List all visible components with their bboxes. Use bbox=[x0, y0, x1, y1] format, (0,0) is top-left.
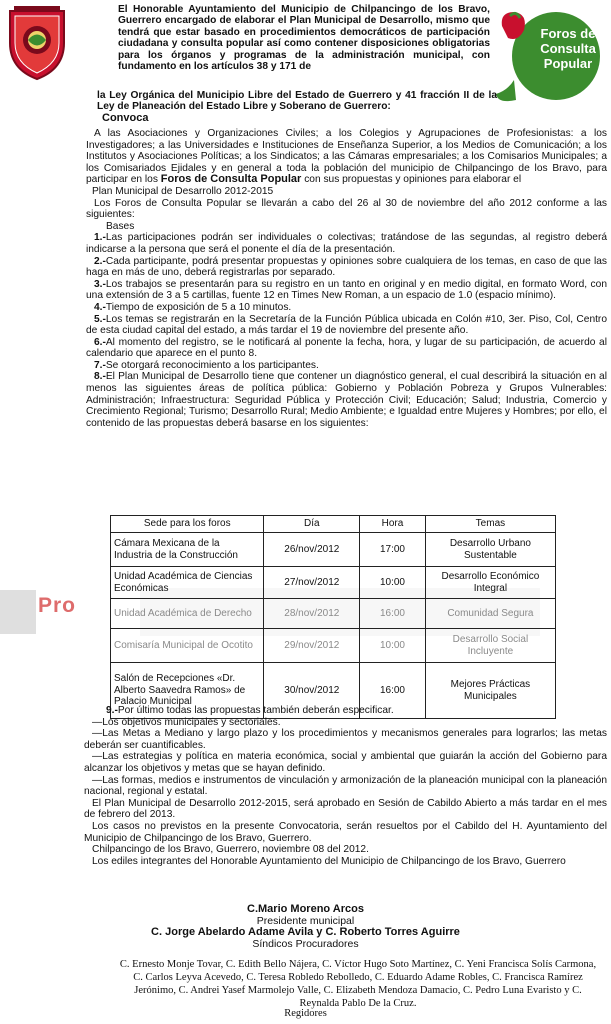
base-item-text: Las participaciones podrán ser individuales o colectivas; tratándose de las segundas, al registro deberá indicarse a la persona que será el ponente el día de la presentación. bbox=[86, 232, 607, 255]
foros-logo-text bbox=[526, 26, 610, 71]
intro-paragraph: El Honorable Ayuntamiento del Municipio de Chilpancingo de los Bravo, Guerrero encargado de elaborar el Plan Municipal de Desarrollo, mismo que tendrá que estar basado en procedimientos democráticos de participación ciudadana y consulta popular así como contener disposiciones obligatorias para los órganos y programas de la administración municipal, con fundamento en los artículos 38 y 171 de bbox=[118, 4, 490, 73]
cell-hora: 16:00 bbox=[360, 599, 426, 629]
foros-schedule-table bbox=[110, 515, 556, 719]
cell-dia: 27/nov/2012 bbox=[264, 567, 360, 599]
fechas-paragraph: Los Foros de Consulta Popular se llevarán a cabo del 26 al 30 de noviembre del año 2012 conforme a las siguientes: bbox=[86, 197, 607, 221]
regidores-cargo: Regidores bbox=[284, 1008, 327, 1019]
cell-hora: 16:00 bbox=[360, 663, 426, 719]
foros-logo-line-1: Foros de bbox=[540, 26, 596, 41]
base-item-number: 7.- bbox=[94, 359, 106, 371]
base-item-9 bbox=[84, 705, 607, 717]
sindicos-cargo: Síndicos Procuradores bbox=[252, 937, 359, 950]
header-sede: Sede para los foros bbox=[111, 516, 264, 533]
cell-sede: Cámara Mexicana de la Industria de la Construcción bbox=[111, 533, 264, 567]
cell-tema: Comunidad Segura bbox=[425, 599, 555, 629]
foros-logo-line-3: Popular bbox=[543, 56, 593, 71]
convoca-heading: Convoca bbox=[102, 112, 149, 124]
table-row bbox=[111, 599, 556, 629]
cell-hora: 17:00 bbox=[360, 533, 426, 567]
requisito-metas: —Las Metas a Mediano y largo plazo y los procedimientos y mecanismos generales para lograrlos; las metas deberán ser cuantificables. bbox=[84, 728, 607, 751]
base-item-2 bbox=[86, 256, 607, 279]
base-item-number: 3.- bbox=[94, 278, 106, 290]
cell-sede: Unidad Académica de Derecho bbox=[111, 599, 264, 629]
watermark-box bbox=[0, 590, 36, 634]
base-item-number: 6.- bbox=[94, 336, 106, 348]
header-hora: Hora bbox=[360, 516, 426, 533]
bases-heading: Bases bbox=[106, 220, 135, 232]
base-item-number: 5.- bbox=[94, 313, 106, 325]
watermark-text: Pro bbox=[38, 594, 77, 617]
requisito-vinculacion: —Las formas, medios e instrumentos de vinculación y armonización de la planeación municipal con la planeación nacional, regional y estatal. bbox=[84, 774, 607, 798]
cell-sede: Unidad Académica de Ciencias Económicas bbox=[111, 567, 264, 599]
sindicos-nombres: C. Jorge Abelardo Adame Avila y C. Roberto Torres Aguirre bbox=[151, 926, 460, 939]
lower-body bbox=[84, 705, 607, 867]
cell-hora: 10:00 bbox=[360, 629, 426, 663]
base-item-8 bbox=[86, 371, 607, 429]
base-item-number: 8.- bbox=[94, 371, 106, 383]
fecha-lugar: Chilpancingo de los Bravo, Guerrero, noviembre 08 del 2012. bbox=[92, 844, 369, 856]
base-item-1 bbox=[86, 232, 607, 255]
convocados-text-end: con sus propuestas y opiniones para elaborar el bbox=[304, 174, 522, 186]
casos-no-previstos-paragraph: Los casos no previstos en la presente Convocatoria, serán resueltos por el Cabildo del H. Ayuntamiento del Municipio de Chilpancingo de los Bravo, Guerrero. bbox=[84, 820, 607, 844]
table-row bbox=[111, 629, 556, 663]
base-item-number: 1.- bbox=[94, 232, 106, 244]
table-header-row bbox=[111, 516, 556, 533]
convocados-text: A las Asociaciones y Organizaciones Civiles; a los Colegios y Agrupaciones de Profesionistas: a los Investigadores; a las Universidades e Instituciones de Enseñanza Superior, a los Medios de Comunicación; a los Institutos y Asociaciones Políticas; a los Sindicatos; a las Cámaras empresariales; a los Comisarios Municipales; a los Comisariados Ejidales y en general a toda la población del municipio de Chilpancingo de los Bravo, para participar en los bbox=[86, 128, 607, 186]
base-item-3 bbox=[86, 279, 607, 302]
table-row bbox=[111, 567, 556, 599]
base-item-6 bbox=[86, 337, 607, 360]
base-item-text: Al momento del registro, se le notificará al ponente la fecha, hora, y lugar de su participación, de acuerdo al calendario que aparece en el punto 8. bbox=[86, 336, 607, 360]
header-dia: Día bbox=[264, 516, 360, 533]
cell-sede: Salón de Recepciones «Dr. Alberto Saavedra Ramos» de Palacio Municipal bbox=[111, 663, 264, 719]
base-item-4 bbox=[86, 302, 607, 314]
ediles-paragraph: Los ediles integrantes del Honorable Ayuntamiento del Municipio de Chilpancingo de los Bravo, Guerrero bbox=[92, 855, 566, 867]
base-item-text: Se otorgará reconocimiento a los participantes. bbox=[105, 359, 319, 371]
cell-tema: Mejores Prácticas Municipales bbox=[425, 663, 555, 719]
intro-paragraph-continued: la Ley Orgánica del Municipio Libre del Estado de Guerrero y 41 fracción II de la Ley de Planeación del Estado Libre y Soberano de Guerrero: bbox=[97, 90, 497, 113]
base-item-text: Por último todas las propuestas también deberán especificar. bbox=[117, 705, 394, 716]
base-item-text: El Plan Municipal de Desarrollo tiene que contener un diagnóstico general, el cual describirá la situación en al menos las siguientes áreas de política pública: Gobierno y Población Pobreza y Grupos Vulnerables: Administración; Infraestructura: Seguridad Pública y Protección Civil; Educación; Salud; Industria, Comercio y Crecimiento Regional; Turismo; Desarrollo Rural; Medio Ambiente; e Igualdad entre Mujeres y Hombres; por ello, el contenido de las propuestas deberá basarse en los siguientes: bbox=[86, 371, 607, 429]
base-item-5 bbox=[86, 314, 607, 337]
regidores-lista: C. Ernesto Monje Tovar, C. Edith Bello Nájera, C. Víctor Hugo Soto Martínez, C. Yeni Francisca Solís Carmona, C. Carlos Leyva Acevedo, C. Teresa Robledo Rebolledo, C. Eduardo Adame Robles, C. Francisca Ramírez Jerónimo, C. Andrei Yasef Marmolejo Valle, C. Elizabeth Mendoza Damacio, C. Pedro Luna Evaristo y C. Reynalda Pablo De la Cruz. bbox=[119, 959, 597, 1009]
requisito-objetivos: —Los objetivos municipales y sectoriales. bbox=[92, 716, 281, 728]
aprobacion-paragraph: El Plan Municipal de Desarrollo 2012-2015, será aprobado en Sesión de Cabildo Abierto a más tardar en el mes de febrero del 2013. bbox=[84, 797, 607, 821]
schedule-table bbox=[110, 515, 556, 719]
table-row bbox=[111, 533, 556, 567]
cell-sede: Comisaría Municipal de Ocotito bbox=[111, 629, 264, 663]
signatures-block bbox=[0, 904, 611, 950]
base-item-text: Tiempo de exposición de 5 a 10 minutos. bbox=[105, 301, 292, 313]
cell-tema: Desarrollo Social Incluyente bbox=[425, 629, 555, 663]
cell-dia: 30/nov/2012 bbox=[264, 663, 360, 719]
base-item-text: Cada participante, podrá presentar propuestas y opiniones sobre cualquiera de los temas, en caso de que las haga en más de uno, deberá registrarlas por separado. bbox=[86, 255, 607, 279]
base-item-number: 2.- bbox=[94, 255, 106, 267]
cell-dia: 29/nov/2012 bbox=[264, 629, 360, 663]
base-item-number: 4.- bbox=[94, 301, 106, 313]
base-item-7 bbox=[86, 360, 607, 372]
convocatoria-body bbox=[86, 128, 607, 429]
presidente-nombre: C.Mario Moreno Arcos bbox=[247, 903, 364, 915]
municipal-seal-logo bbox=[4, 3, 70, 81]
requisito-estrategias: —Las estrategias y política en materia económica, social y ambiental que guiarán la acción del Gobierno para alcanzar los objetivos y metas que se hayan definido. bbox=[84, 751, 607, 774]
cell-tema: Desarrollo Urbano Sustentable bbox=[425, 533, 555, 567]
header-temas: Temas bbox=[425, 516, 555, 533]
presidente-cargo: Presidente municipal bbox=[256, 914, 355, 927]
cell-dia: 28/nov/2012 bbox=[264, 599, 360, 629]
cell-tema: Desarrollo Económico Integral bbox=[425, 567, 555, 599]
foros-name: Foros de Consulta Popular bbox=[160, 173, 302, 186]
plan-title: Plan Municipal de Desarrollo 2012-2015 bbox=[92, 185, 274, 197]
foros-logo-line-2: Consulta bbox=[540, 41, 596, 56]
cell-hora: 10:00 bbox=[360, 567, 426, 599]
cell-dia: 26/nov/2012 bbox=[264, 533, 360, 567]
convocados-paragraph bbox=[86, 128, 607, 186]
base-item-number: 9.- bbox=[106, 705, 118, 716]
base-item-text: Los trabajos se presentarán para su registro en un tanto en original y en medio digital, en formato Word, con una extensión de 3 a 5 cartillas, fuente 12 en Times New Roman, a un espacio de 1.0 (espacio mínimo). bbox=[86, 278, 607, 302]
base-item-text: Los temas se registrarán en la Secretaría de la Función Pública ubicada en Colón #10, 3er. Piso, Col, Centro de esta ciudad capital del estado, a más tardar el 19 de noviembre del presente año. bbox=[86, 313, 607, 337]
